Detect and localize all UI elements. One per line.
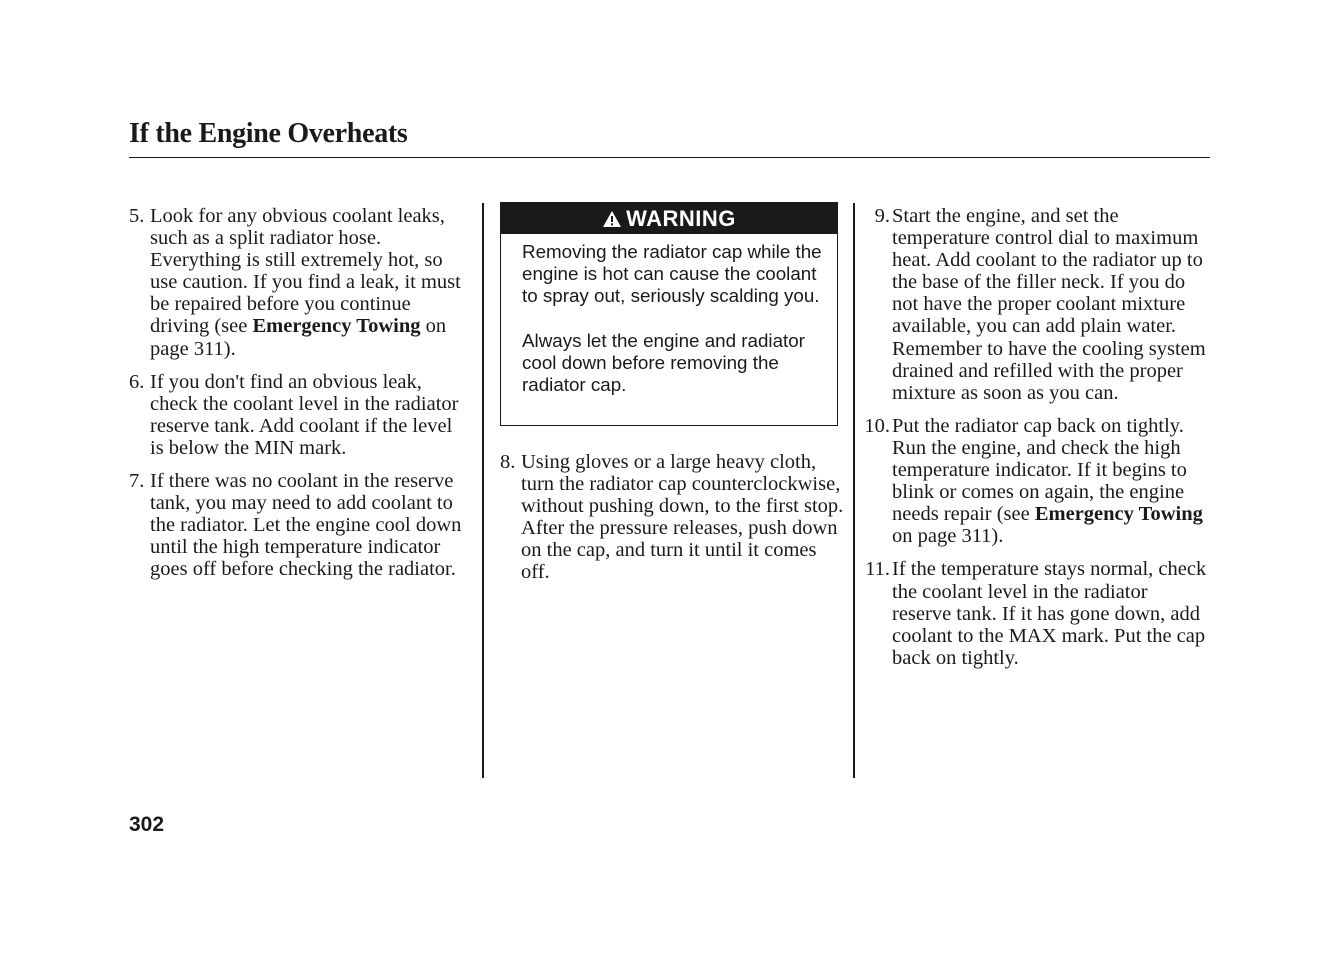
step-text-tail: on page 311). [150,315,447,360]
step-number: 9. [874,205,890,227]
list-item-step-11 [859,558,1211,668]
step-number: 5. [129,205,145,227]
column-divider-right [853,203,855,778]
title-divider [129,157,1210,158]
column-divider-left [482,203,484,778]
step-text: If you don't find an obvious leak, check the coolant level in the radiator reserve tank. Add coolant if the level is below the MIN mark. [150,370,459,459]
emergency-towing-reference: Emergency Towing [1034,503,1203,526]
step-text-tail: on page 311). [892,525,1004,548]
warning-header [501,203,837,234]
warning-body [501,234,837,396]
step-text: If there was no coolant in the reserve tank, you may need to add coolant to the radiator. Let the engine cool down until the high temperature indicator goes off before checking the radiator. [150,470,462,581]
emergency-towing-reference: Emergency Towing [252,315,421,338]
list-item-step-10 [859,415,1211,548]
page-title: If the Engine Overheats [129,118,408,149]
instruction-list [129,205,469,581]
warning-paragraph: Always let the engine and radiator cool down before removing the radiator cap. [522,329,805,396]
step-number: 7. [129,470,145,493]
list-item-step-9 [859,205,1211,404]
step-number: 10. [864,414,890,437]
warning-triangle-icon [602,210,622,228]
list-item-step-7 [129,470,469,580]
column-right [859,205,1211,680]
instruction-list [500,451,845,584]
column-middle [500,451,845,595]
column-left [129,205,469,592]
step-text: If the temperature stays normal, check the coolant level in the radiator reserve tank. If it has gone down, add coolant to the MAX mark. Put the cap back on tightly. [892,558,1207,669]
instruction-list [859,205,1211,669]
step-number: 11. [865,558,890,581]
list-item-step-8 [500,451,845,584]
list-item-step-6 [129,371,469,459]
step-text: Using gloves or a large heavy cloth, turn the radiator cap counterclockwise, without pushing down, to the first stop. After the pressure releases, push down on the cap, and turn it until it comes off. [521,451,844,584]
step-number: 6. [129,370,145,393]
warning-box [500,202,838,426]
step-text: Look for any obvious coolant leaks, such as a split radiator hose. Everything is still extremely hot, so use caution. If you find a leak, it must be repaired before you continue driving (see [150,205,461,338]
step-number: 8. [500,451,516,473]
warning-paragraph: Removing the radiator cap while the engine is hot can cause the coolant to spray out, seriously scalding you. [522,241,822,307]
page-number: 302 [129,813,165,836]
step-text: Start the engine, and set the temperature control dial to maximum heat. Add coolant to the radiator up to the base of the filler neck. If you do not have the proper coolant mixture available, you can add plain water. Remember to have the cooling system drained and refilled with the proper mixture as soon as you can. [892,205,1206,404]
warning-label: WARNING [626,206,736,231]
list-item-step-5 [129,205,469,360]
step-text: Put the radiator cap back on tightly. Run the engine, and check the high temperature indicator. If it begins to blink or comes on again, the engine needs repair (see [892,414,1187,526]
